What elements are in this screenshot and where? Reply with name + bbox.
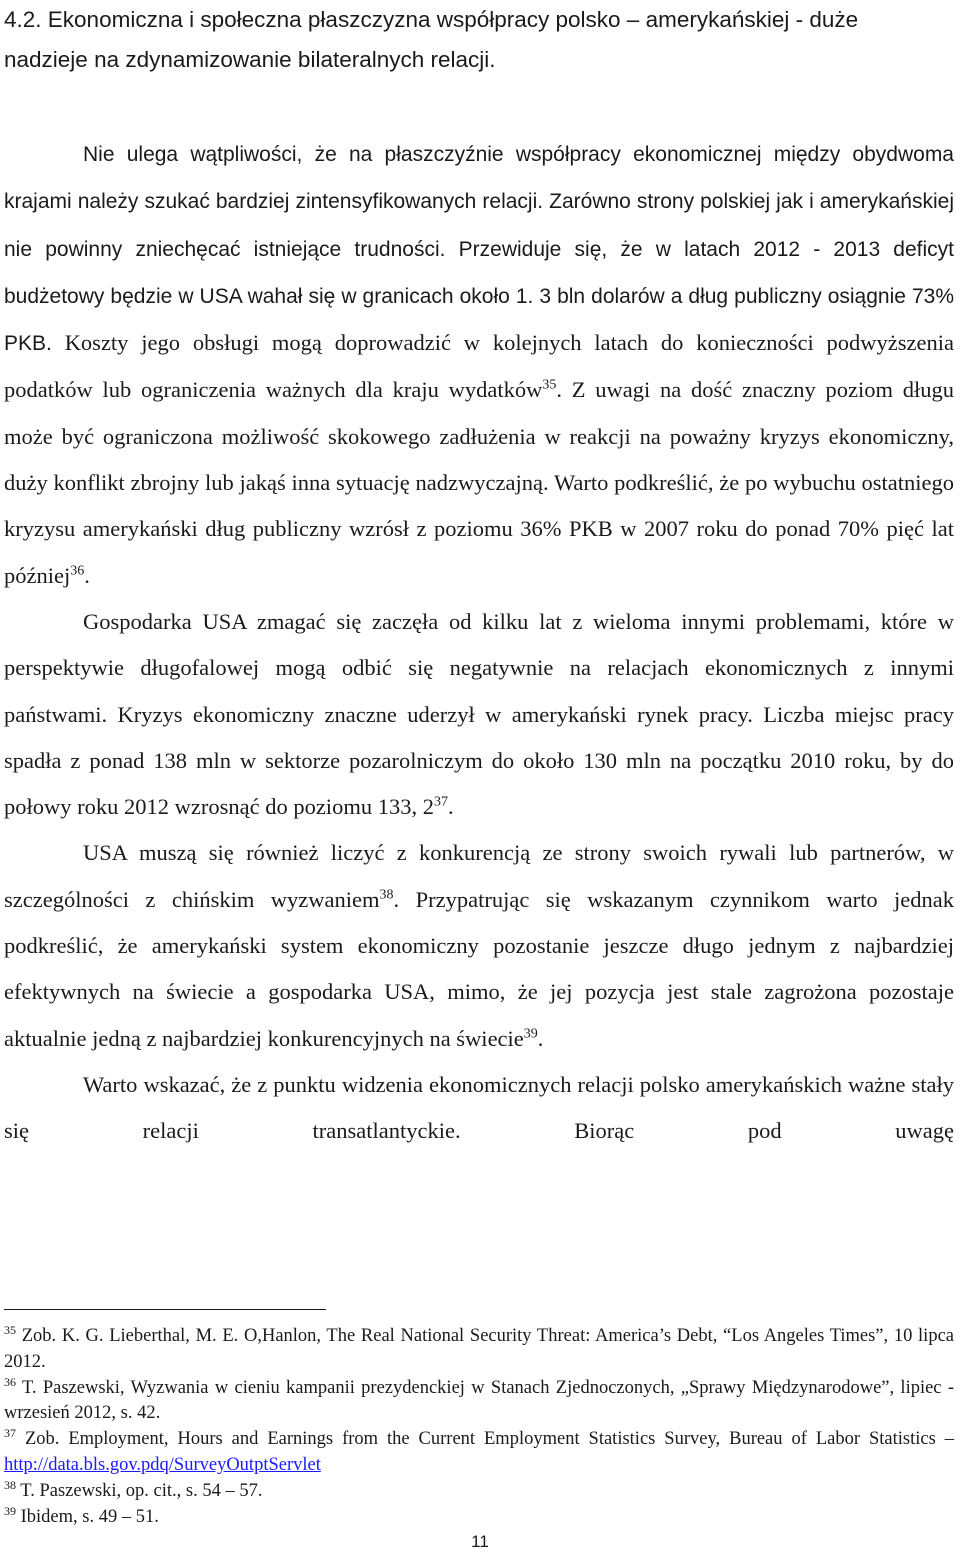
footnote-text: Ibidem, s. 49 – 51.: [16, 1506, 159, 1527]
section-heading-line-2: nadzieje na zdynamizowanie bilateralnych relacji.: [4, 47, 496, 72]
paragraph-2: [4, 599, 954, 830]
paragraph-3-part-c: .: [537, 1025, 544, 1051]
footnote-ref-37[interactable]: 37: [433, 794, 448, 810]
footnote-number: 36: [4, 1374, 16, 1389]
body-text: [4, 131, 954, 1155]
section-heading-line-1: 4.2. Ekonomiczna i społeczna płaszczyzna współpracy polsko – amerykańskiej - duże: [4, 7, 859, 32]
footnote-ref-39[interactable]: 39: [523, 1026, 538, 1042]
footnote-35: [4, 1324, 954, 1376]
footnote-number: 35: [4, 1322, 16, 1337]
paragraph-1-part-d: . Z uwagi na dość znaczny poziom długu może być ograniczona możliwość skokowego zadłużenia w reakcji na poważny kryzys ekonomiczny, duży konflikt zbrojny lub jakąś inna sytuację nadzwyczajną. Warto podkreślić, że po wybuchu ostatniego kryzysu amerykański dług publiczny wzrósł z poziomu 36% PKB w 2007 roku do ponad 70% pięć lat później: [4, 377, 955, 588]
paragraph-2-part-b: .: [447, 794, 454, 820]
footnote-text: T. Paszewski, Wyzwania w cieniu kampanii prezydenckiej w Stanach Zjednoczonych, „Sprawy Międzynarodowe”, lipiec - wrzesień 2012, s. 42.: [4, 1377, 954, 1424]
footnote-ref-36[interactable]: 36: [70, 563, 85, 579]
footnote-39: [4, 1505, 954, 1531]
footnote-number: 39: [4, 1503, 16, 1518]
page-number: 11: [471, 1532, 489, 1551]
footnote-text: Zob. Employment, Hours and Earnings from the Current Employment Statistics Survey, Bureau of Labor Statistics –: [16, 1429, 954, 1450]
footnote-36: [4, 1376, 954, 1428]
footnote-38: [4, 1479, 954, 1505]
footnotes: [4, 1324, 954, 1530]
paragraph-2-part-a: Gospodarka USA zmagać się zaczęła od kilku lat z wieloma innymi problemami, które w perspektywie długofalowej mogą odbić się negatywnie na relacjach ekonomicznych z innymi państwami. Kryzys ekonomiczny znaczne uderzył w amerykański rynek pracy. Liczba miejsc pracy spadła z ponad 138 mln w sektorze pozarolniczym do około 130 mln na początku 2010 roku, by do połowy roku 2012 wzrosnąć do poziomu 133, 2: [4, 608, 954, 820]
paragraph-3-part-b: . Przypatrując się wskazanym czynnikom warto jednak podkreślić, że amerykański system ekonomiczny pozostanie jeszcze długo jednym z najbardziej efektywnych na świecie a gospodarka USA, mimo, że jej pozycja jest stale zagrożona pozostaje aktualnie jedną z najbardziej konkurencyjnych na świecie: [4, 886, 955, 1051]
paragraph-3: [4, 830, 954, 1061]
paragraph-1: [4, 131, 954, 599]
paragraph-1-part-a: Nie ulega wątpliwości, że na płaszczyźnie współpracy ekonomicznej między obydwoma krajami należy szukać bardziej zintensyfikowanych relacji.: [4, 143, 954, 214]
footnote-ref-35[interactable]: 35: [542, 377, 557, 393]
footnote-text: T. Paszewski, op. cit., s. 54 – 57.: [16, 1480, 263, 1501]
paragraph-3-part-a: USA muszą się również liczyć z konkurencją ze strony swoich rywali lub partnerów, w szczególności z chińskim wyzwaniem: [4, 840, 954, 912]
paragraph-4: [4, 1062, 954, 1155]
footnote-37: [4, 1427, 954, 1479]
footnote-ref-38[interactable]: 38: [379, 887, 394, 903]
footnote-link[interactable]: http://data.bls.gov.pdq/SurveyOutptServlet: [4, 1454, 321, 1475]
footnote-number: 37: [4, 1426, 16, 1441]
footnote-number: 38: [4, 1477, 16, 1492]
footnote-text: Zob. K. G. Lieberthal, M. E. O,Hanlon, The Real National Security Threat: America’s Debt, “Los Angeles Times”, 10 lipca 2012.: [4, 1326, 954, 1372]
section-heading: [4, 0, 954, 80]
paragraph-4-part-a: Warto wskazać, że z punktu widzenia ekonomicznych relacji polsko amerykańskich ważne stały się relacji transatlantyckie. Biorąc pod uwagę: [4, 1071, 954, 1144]
paragraph-1-part-b: Zarówno strony polskiej jak i amerykańskiej nie powinny zniechęcać istniejące trudności. Przewiduje się, że w latach 2012 - 2013 deficyt budżetowy będzie w USA wahał się w granicach około 1. 3 bln dolarów a dług publiczny osiągnie 73% PKB.: [4, 190, 954, 356]
footnote-separator: [4, 1309, 326, 1310]
paragraph-1-part-e: .: [84, 562, 90, 588]
paragraph-1-part-c: Koszty jego obsługi mogą doprowadzić w kolejnych latach do konieczności podwyższenia podatków lub ograniczenia ważnych dla kraju wydatków: [4, 330, 954, 403]
